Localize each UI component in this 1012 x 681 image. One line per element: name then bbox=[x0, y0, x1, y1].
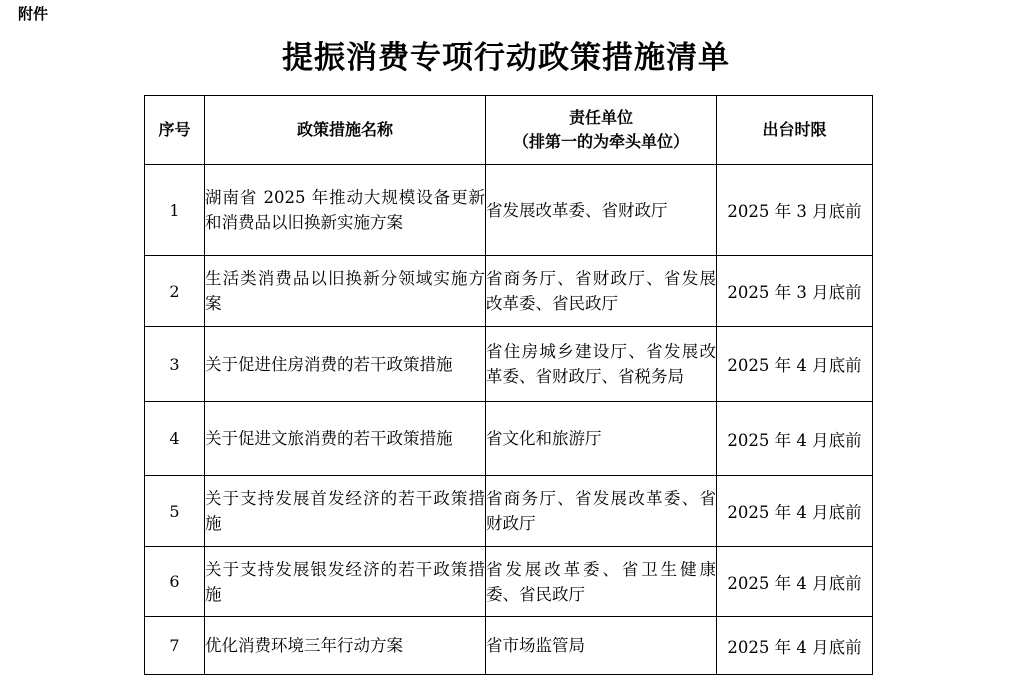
row-no: 2 bbox=[145, 256, 205, 327]
row-policy-name: 生活类消费品以旧换新分领域实施方案 bbox=[205, 256, 486, 327]
row-no: 5 bbox=[145, 476, 205, 547]
row-policy-name: 关于支持发展首发经济的若干政策措施 bbox=[205, 476, 486, 547]
header-unit-line2: （排第一的为牵头单位） bbox=[512, 132, 689, 151]
row-responsible-unit: 省住房城乡建设厅、省发展改革委、省财政厅、省税务局 bbox=[486, 327, 717, 402]
row-responsible-unit: 省市场监管局 bbox=[486, 617, 717, 675]
row-deadline: 2025 年 3 月底前 bbox=[717, 165, 873, 256]
row-policy-name: 关于促进文旅消费的若干政策措施 bbox=[205, 402, 486, 476]
row-policy-name: 关于促进住房消费的若干政策措施 bbox=[205, 327, 486, 402]
row-responsible-unit: 省商务厅、省财政厅、省发展改革委、省民政厅 bbox=[486, 256, 717, 327]
row-deadline: 2025 年 4 月底前 bbox=[717, 327, 873, 402]
table-row bbox=[145, 402, 873, 476]
row-policy-name: 湖南省 2025 年推动大规模设备更新和消费品以旧换新实施方案 bbox=[205, 165, 486, 256]
row-policy-name: 优化消费环境三年行动方案 bbox=[205, 617, 486, 675]
row-responsible-unit: 省发展改革委、省财政厅 bbox=[486, 165, 717, 256]
row-responsible-unit: 省发展改革委、省卫生健康委、省民政厅 bbox=[486, 547, 717, 617]
table-row bbox=[145, 547, 873, 617]
row-deadline: 2025 年 4 月底前 bbox=[717, 547, 873, 617]
row-responsible-unit: 省商务厅、省发展改革委、省财政厅 bbox=[486, 476, 717, 547]
document-title: 提振消费专项行动政策措施清单 bbox=[282, 40, 730, 76]
table-row bbox=[145, 476, 873, 547]
row-no: 1 bbox=[145, 165, 205, 256]
table-header-row bbox=[145, 96, 873, 165]
row-no: 7 bbox=[145, 617, 205, 675]
row-no: 6 bbox=[145, 547, 205, 617]
header-name: 政策措施名称 bbox=[205, 96, 486, 165]
row-no: 4 bbox=[145, 402, 205, 476]
header-no: 序号 bbox=[145, 96, 205, 165]
header-unit bbox=[486, 96, 717, 165]
row-deadline: 2025 年 4 月底前 bbox=[717, 402, 873, 476]
table-row bbox=[145, 617, 873, 675]
table-row bbox=[145, 165, 873, 256]
row-deadline: 2025 年 4 月底前 bbox=[717, 617, 873, 675]
policy-table bbox=[144, 95, 873, 675]
row-deadline: 2025 年 4 月底前 bbox=[717, 476, 873, 547]
table-row bbox=[145, 327, 873, 402]
table-row bbox=[145, 256, 873, 327]
header-unit-line1: 责任单位 bbox=[568, 108, 633, 127]
row-policy-name: 关于支持发展银发经济的若干政策措施 bbox=[205, 547, 486, 617]
header-deadline: 出台时限 bbox=[717, 96, 873, 165]
row-deadline: 2025 年 3 月底前 bbox=[717, 256, 873, 327]
row-responsible-unit: 省文化和旅游厅 bbox=[486, 402, 717, 476]
row-no: 3 bbox=[145, 327, 205, 402]
attachment-label: 附件 bbox=[18, 5, 49, 23]
